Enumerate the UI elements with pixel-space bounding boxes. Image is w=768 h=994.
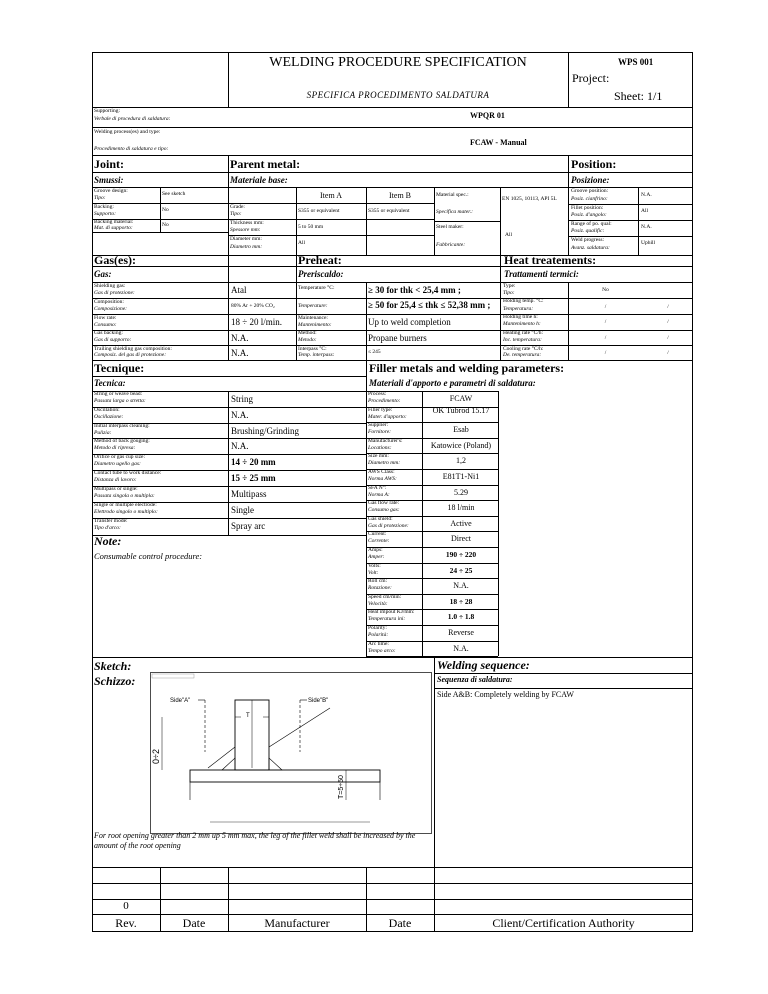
sequence-title: Welding sequence: xyxy=(437,658,530,672)
position-row-value: N.A. xyxy=(641,224,652,230)
sequence-subtitle: Sequenza di saldatura: xyxy=(437,675,513,684)
technique-row-value: Multipass xyxy=(231,489,267,499)
filler-row-label: Gas flow rate: xyxy=(368,500,400,506)
divider xyxy=(500,187,501,255)
divider xyxy=(228,203,434,204)
filler-row-value: Active xyxy=(450,519,472,528)
filler-row-label-it: Fornitore: xyxy=(368,429,392,435)
filler-row-value: N.A. xyxy=(453,644,469,653)
item-b-header: Item B xyxy=(389,191,411,200)
filler-row-label: Gas shield: xyxy=(368,516,393,522)
divider xyxy=(568,155,569,255)
filler-row-label: Current: xyxy=(368,531,387,537)
divider xyxy=(366,563,498,564)
heat-row-value-2: / xyxy=(667,319,669,325)
position-row-value: Uphill xyxy=(641,240,656,246)
position-row-label: Range of po. qual: xyxy=(571,221,612,227)
technique-row-label: Method of back gouging: xyxy=(94,438,150,444)
preheat-row-value: Propane burners xyxy=(368,333,427,343)
revision-number: 0 xyxy=(123,900,129,912)
filler-row-label: Volts: xyxy=(368,563,381,569)
divider xyxy=(92,107,693,108)
filler-row-label: Supplier: xyxy=(368,422,389,428)
filler-row-label: Heat impout KJ/mm: xyxy=(368,609,415,615)
preheat-row-label-it: Mantenimento: xyxy=(298,322,332,328)
technique-row-value: 15 ÷ 25 mm xyxy=(231,473,276,483)
preheat-row-label-it: Temp. interpass: xyxy=(298,352,335,358)
side-b-label: Side"B" xyxy=(308,698,329,704)
grade-b-value: S355 or equivalent xyxy=(368,208,410,214)
thickness-dimension: T=5÷50 xyxy=(338,775,345,799)
filler-row-label: Manufacturer's: xyxy=(368,438,403,444)
gas-row-value: N.A. xyxy=(231,348,249,358)
supporting-value: WPQR 01 xyxy=(470,111,505,120)
filler-row-label-it: Locations: xyxy=(368,445,392,451)
gas-row-value: 18 ÷ 20 l/min. xyxy=(231,317,282,327)
gap-label: 0÷2 xyxy=(151,749,161,764)
filler-row-value: 1.0 ÷ 1.8 xyxy=(447,612,475,621)
position-row-label-it: Posiz. d'angolo: xyxy=(571,212,607,218)
material-spec-label: Material spec.: xyxy=(436,192,469,198)
filler-row-label: Speed cm/min: xyxy=(368,594,402,600)
divider xyxy=(366,547,498,548)
joint-row-label-it: Tipo: xyxy=(94,195,106,201)
filler-row-label-it: Volt: xyxy=(368,570,379,576)
technique-row-label: Initial interpass cleaning: xyxy=(94,423,150,429)
filler-row-label: AWS Class: xyxy=(368,469,395,475)
filler-row-label-it: Polarità: xyxy=(368,632,389,638)
filler-row-label-it: Gas di protezione: xyxy=(368,523,409,529)
technique-row-label: Single or multiple electrode: xyxy=(94,502,157,508)
gas-row-value: Atal xyxy=(231,285,247,295)
divider xyxy=(92,314,500,315)
technique-row-label: Contact tube to work distance: xyxy=(94,470,162,476)
divider xyxy=(92,127,693,128)
joint-subtitle: Smussi: xyxy=(94,175,124,185)
steel-maker-label: Steel maker: xyxy=(436,224,464,230)
process-label-it: Procedimento di saldatura e tipo: xyxy=(94,146,169,152)
position-row-label-it: Avanz. saldatura: xyxy=(571,245,610,251)
filler-row-label: SFA N°: xyxy=(368,485,387,491)
joint-title: Joint: xyxy=(94,157,124,171)
divider xyxy=(92,330,500,331)
heat-subtitle: Trattamenti termici: xyxy=(504,269,579,279)
filler-row-label: Roll cm: xyxy=(368,578,388,584)
gas-row-label-it: Gas di supporto: xyxy=(94,337,132,343)
wps-number: WPS 001 xyxy=(618,57,654,67)
technique-row-label: Multipass or single: xyxy=(94,486,138,492)
preheat-row-value: ≥ 50 for 25,4 ≤ thk ≤ 52,38 mm ; xyxy=(368,300,491,310)
divider xyxy=(92,518,366,519)
technique-row-value: N.A. xyxy=(231,441,249,451)
supporting-label: Supporting: xyxy=(94,108,120,114)
divider xyxy=(498,391,499,656)
parent-subtitle: Materiale base: xyxy=(230,175,288,185)
divider xyxy=(92,535,366,536)
technique-row-value: Brushing/Grinding xyxy=(231,426,300,436)
filler-row-value: FCAW xyxy=(449,394,473,403)
thickness-label: Thickness mm: xyxy=(230,220,264,226)
grade-label-it: Tipo: xyxy=(230,211,242,217)
client-header: Client/Certification Authority xyxy=(492,916,635,930)
technique-row-label-it: Passata singola o multipla: xyxy=(94,493,155,499)
filler-row-label-it: Norma A: xyxy=(368,492,390,498)
divider xyxy=(366,282,367,360)
heat-row-value: No xyxy=(602,287,609,293)
divider xyxy=(160,187,161,232)
filler-row-label-it: Norma AWS: xyxy=(368,476,397,482)
divider xyxy=(92,298,500,299)
filler-row-value: OK Tubrod 15.17 xyxy=(432,406,490,415)
heat-row-label: Holding time h: xyxy=(503,314,538,320)
preheat-row-label-it: Metodo: xyxy=(298,337,317,343)
technique-row-value: 14 ÷ 20 mm xyxy=(231,457,276,467)
note-title: Note: xyxy=(94,534,122,548)
joint-sketch-drawing xyxy=(150,672,432,834)
gas-row-label: Trailing shielding gas composition: xyxy=(94,346,172,352)
divider xyxy=(568,52,569,107)
diameter-label: Diameter mm: xyxy=(230,236,262,242)
divider xyxy=(228,391,229,535)
material-spec-label-it: Specifica mater.: xyxy=(436,209,473,215)
technique-row-label-it: Pulizia: xyxy=(94,430,112,436)
heat-row-value-2: / xyxy=(667,335,669,341)
heat-row-label-it: Mantenimento h: xyxy=(503,321,541,327)
divider xyxy=(92,657,693,658)
divider xyxy=(228,155,229,255)
heat-row-label: Holding temp. °C: xyxy=(503,298,544,304)
filler-row-label-it: Corrente: xyxy=(368,538,390,544)
heat-row-value: / xyxy=(604,304,607,310)
date-header: Date xyxy=(182,916,206,930)
filler-row-label: Polarity: xyxy=(368,625,387,631)
technique-subtitle: Tecnica: xyxy=(94,378,126,388)
technique-row-label: Orifice or gas cup size: xyxy=(94,454,146,460)
gas-row-value: N.A. xyxy=(231,333,249,343)
joint-row-label: Backing: xyxy=(94,204,114,210)
filler-row-value: 190 ÷ 220 xyxy=(445,550,477,559)
divider xyxy=(92,155,693,156)
filler-row-label: Amps: xyxy=(368,547,383,553)
joint-row-value: No xyxy=(162,207,169,213)
technique-row-label: Transfer mode: xyxy=(94,518,128,524)
technique-row-value: Single xyxy=(231,505,255,515)
divider xyxy=(92,899,693,900)
filler-row-label-it: Consumo gas: xyxy=(368,507,400,513)
gas-row-label: Flow rate: xyxy=(94,315,117,321)
steel-maker-value: All xyxy=(505,232,513,238)
filler-row-label: Process: xyxy=(368,391,387,397)
heat-row-value-2: / xyxy=(667,350,669,356)
joint-row-value: See sketch xyxy=(162,191,186,197)
supporting-label-it: Verbale di procedura di saldatura: xyxy=(94,116,171,122)
grade-a-value: S355 or equivalent xyxy=(298,208,340,214)
filler-row-label-it: Procedimento: xyxy=(368,398,401,404)
divider xyxy=(638,187,639,255)
material-spec-value: EN 1025, 10113, API 5L xyxy=(502,196,557,202)
sheet-label: Sheet: 1/1 xyxy=(614,89,663,103)
filler-row-label-it: Mater. d'apporto: xyxy=(368,414,407,420)
thickness-label-it: Spessore mm: xyxy=(230,227,261,233)
technique-row-label-it: Metodo di ripresa: xyxy=(94,445,136,451)
manufacturer-header: Manufacturer xyxy=(264,916,330,930)
doc-subtitle: SPECIFICA PROCEDIMENTO SALDATURA xyxy=(306,90,490,100)
rev-header: Rev. xyxy=(115,916,137,930)
sequence-text: Side A&B: Completely welding by FCAW xyxy=(437,690,574,699)
heat-row-label: Type: xyxy=(503,283,516,289)
technique-title: Tecnique: xyxy=(94,361,145,375)
filler-row-label: Arc time: xyxy=(368,641,389,647)
gas-row-label-it: Consumo: xyxy=(94,322,117,328)
heat-row-value: / xyxy=(604,319,607,325)
divider xyxy=(92,172,693,173)
diameter-label-it: Diametro mm: xyxy=(230,244,263,250)
filler-row-label: Size mm: xyxy=(368,453,389,459)
doc-title: WELDING PROCEDURE SPECIFICATION xyxy=(269,55,527,70)
joint-row-label-it: Supporto: xyxy=(94,211,116,217)
position-row-label: Fillet position: xyxy=(571,205,604,211)
gas-row-label-it: Composiz. del gas di protezione: xyxy=(94,352,167,358)
gases-title: Gas(es): xyxy=(94,253,136,267)
heat-row-label: Cooling rate °C/h: xyxy=(503,346,544,352)
note-text: Consumable control procedure: xyxy=(94,551,203,561)
diameter-value: All xyxy=(298,240,306,246)
heat-row-label-it: Tipo: xyxy=(503,290,515,296)
filler-row-value: Katowice (Poland) xyxy=(430,441,492,450)
heat-row-value: / xyxy=(604,350,607,356)
technique-row-label: String or weave bead: xyxy=(94,391,143,397)
filler-row-label-it: Temperatura ini: xyxy=(368,616,406,622)
gas-row-value: 80% Ar + 20% CO₂ xyxy=(231,303,275,309)
gas-row-label: Composition: xyxy=(94,299,124,305)
divider xyxy=(92,255,693,256)
position-subtitle: Posizione: xyxy=(571,175,610,185)
grade-label: Grade: xyxy=(230,204,245,210)
filler-title: Filler metals and welding parameters: xyxy=(369,361,565,375)
sketch-title: Sketch: xyxy=(94,659,132,673)
date-header-2: Date xyxy=(388,916,412,930)
position-row-label-it: Posiz. qualific: xyxy=(571,228,605,234)
preheat-row-label: Interpass °C: xyxy=(298,346,327,352)
sketch-subtitle: Schizzo: xyxy=(94,674,136,688)
heat-row-label-it: De. temperatura: xyxy=(503,352,542,358)
filler-row-value: 18 ÷ 28 xyxy=(449,597,473,606)
divider xyxy=(92,232,228,233)
technique-row-label-it: Passata larga o stretta: xyxy=(94,398,146,404)
joint-row-label: Backing material: xyxy=(94,219,134,225)
position-title: Position: xyxy=(571,157,617,171)
joint-row-label: Groove design: xyxy=(94,188,128,194)
heat-row-value: / xyxy=(604,335,607,341)
position-row-label: Weld progress: xyxy=(571,237,605,243)
gas-row-label-it: Composizione: xyxy=(94,306,127,312)
divider xyxy=(434,673,693,674)
filler-row-value: Direct xyxy=(451,534,471,543)
filler-row-label: Filler type: xyxy=(368,407,393,413)
technique-row-label-it: Diametro ugello gas: xyxy=(94,461,141,467)
preheat-row-value: ≤ 245 xyxy=(368,349,381,355)
filler-subtitle: Materiali d'apporto e parametri di saldatura: xyxy=(369,378,536,388)
divider xyxy=(366,360,367,657)
filler-row-value: 18 l/min xyxy=(447,503,475,512)
filler-row-label-it: Rotazione: xyxy=(368,585,392,591)
preheat-title: Preheat: xyxy=(298,253,342,267)
position-row-value: N.A. xyxy=(641,192,652,198)
technique-row-value: Spray arc xyxy=(231,521,266,531)
process-value: FCAW - Manual xyxy=(470,138,527,147)
side-a-label: Side"A" xyxy=(170,698,191,704)
heat-row-label: Heating rate °C/h: xyxy=(503,330,544,336)
divider xyxy=(434,221,500,222)
filler-row-label-it: Amper: xyxy=(368,554,385,560)
filler-row-label-it: Tempo arco: xyxy=(368,648,396,654)
filler-row-label-it: Velocità: xyxy=(368,601,388,607)
filler-row-value: N.A. xyxy=(453,581,469,590)
preheat-row-value: Up to weld completion xyxy=(368,317,451,327)
technique-row-label-it: Tipo d'arco: xyxy=(94,525,121,531)
divider xyxy=(422,391,423,656)
heat-row-value-2: / xyxy=(667,304,669,310)
svg-text:T: T xyxy=(246,713,250,719)
technique-row-label: Oscillation: xyxy=(94,407,120,413)
project-label: Project: xyxy=(572,71,610,85)
divider xyxy=(92,914,693,915)
process-label: Welding process(es) and type: xyxy=(94,129,161,135)
position-row-value: All xyxy=(641,208,649,214)
joint-row-label-it: Mat. di supporto: xyxy=(94,225,133,231)
technique-row-value: String xyxy=(231,394,254,404)
joint-row-value: No xyxy=(162,222,169,228)
preheat-row-label: Temperature: xyxy=(298,303,328,309)
parent-title: Parent metal: xyxy=(230,157,301,171)
position-row-label-it: Posiz. cianfrino: xyxy=(571,196,608,202)
technique-row-label-it: Distanza di lavoro: xyxy=(94,477,137,483)
preheat-subtitle: Preriscaldo: xyxy=(298,269,344,279)
preheat-row-value: ≥ 30 for thk < 25,4 mm ; xyxy=(368,285,461,295)
filler-row-value: Esab xyxy=(453,425,469,434)
gas-row-label: Gas backing: xyxy=(94,330,123,336)
divider xyxy=(92,376,366,377)
thickness-value: 5 to 50 mm xyxy=(298,224,324,230)
position-row-label: Groove position: xyxy=(571,188,609,194)
filler-row-value: E81T1-Ni1 xyxy=(442,472,480,481)
divider xyxy=(434,688,693,689)
divider xyxy=(92,407,366,408)
item-a-header: Item A xyxy=(320,191,342,200)
technique-row-label-it: Elettrodo singolo o multiplo: xyxy=(94,509,158,515)
divider xyxy=(92,282,693,283)
preheat-row-label: Method: xyxy=(298,330,317,336)
heat-row-label-it: Temperatura: xyxy=(503,306,534,312)
steel-maker-label-it: Fabbricante: xyxy=(436,242,466,248)
filler-row-label-it: Diametro mm: xyxy=(368,460,401,466)
preheat-row-label: Temperature °C: xyxy=(298,285,335,291)
gas-row-label: Shielding gas: xyxy=(94,283,126,289)
filler-row-value: Reverse xyxy=(448,628,474,637)
sketch-note: For root opening greater than 2 mm up 5 mm max, the leg of the fillet weld shall be increased by the amount of the root opening xyxy=(94,831,416,851)
technique-row-label-it: Oscillazione: xyxy=(94,414,124,420)
divider xyxy=(92,266,693,267)
preheat-row-label: Maintenance: xyxy=(298,315,328,321)
divider xyxy=(92,883,693,884)
filler-row-value: 5.29 xyxy=(454,488,468,497)
gas-row-label-it: Gas di protezione: xyxy=(94,290,135,296)
heat-title: Heat treatements: xyxy=(504,253,597,267)
filler-row-value: 24 ÷ 25 xyxy=(449,566,473,575)
divider xyxy=(92,867,693,868)
heat-row-label-it: Inc. temperatura: xyxy=(503,337,542,343)
gases-subtitle: Gas: xyxy=(94,269,112,279)
filler-row-value: 1,2 xyxy=(456,456,466,465)
technique-row-value: N.A. xyxy=(231,410,249,420)
